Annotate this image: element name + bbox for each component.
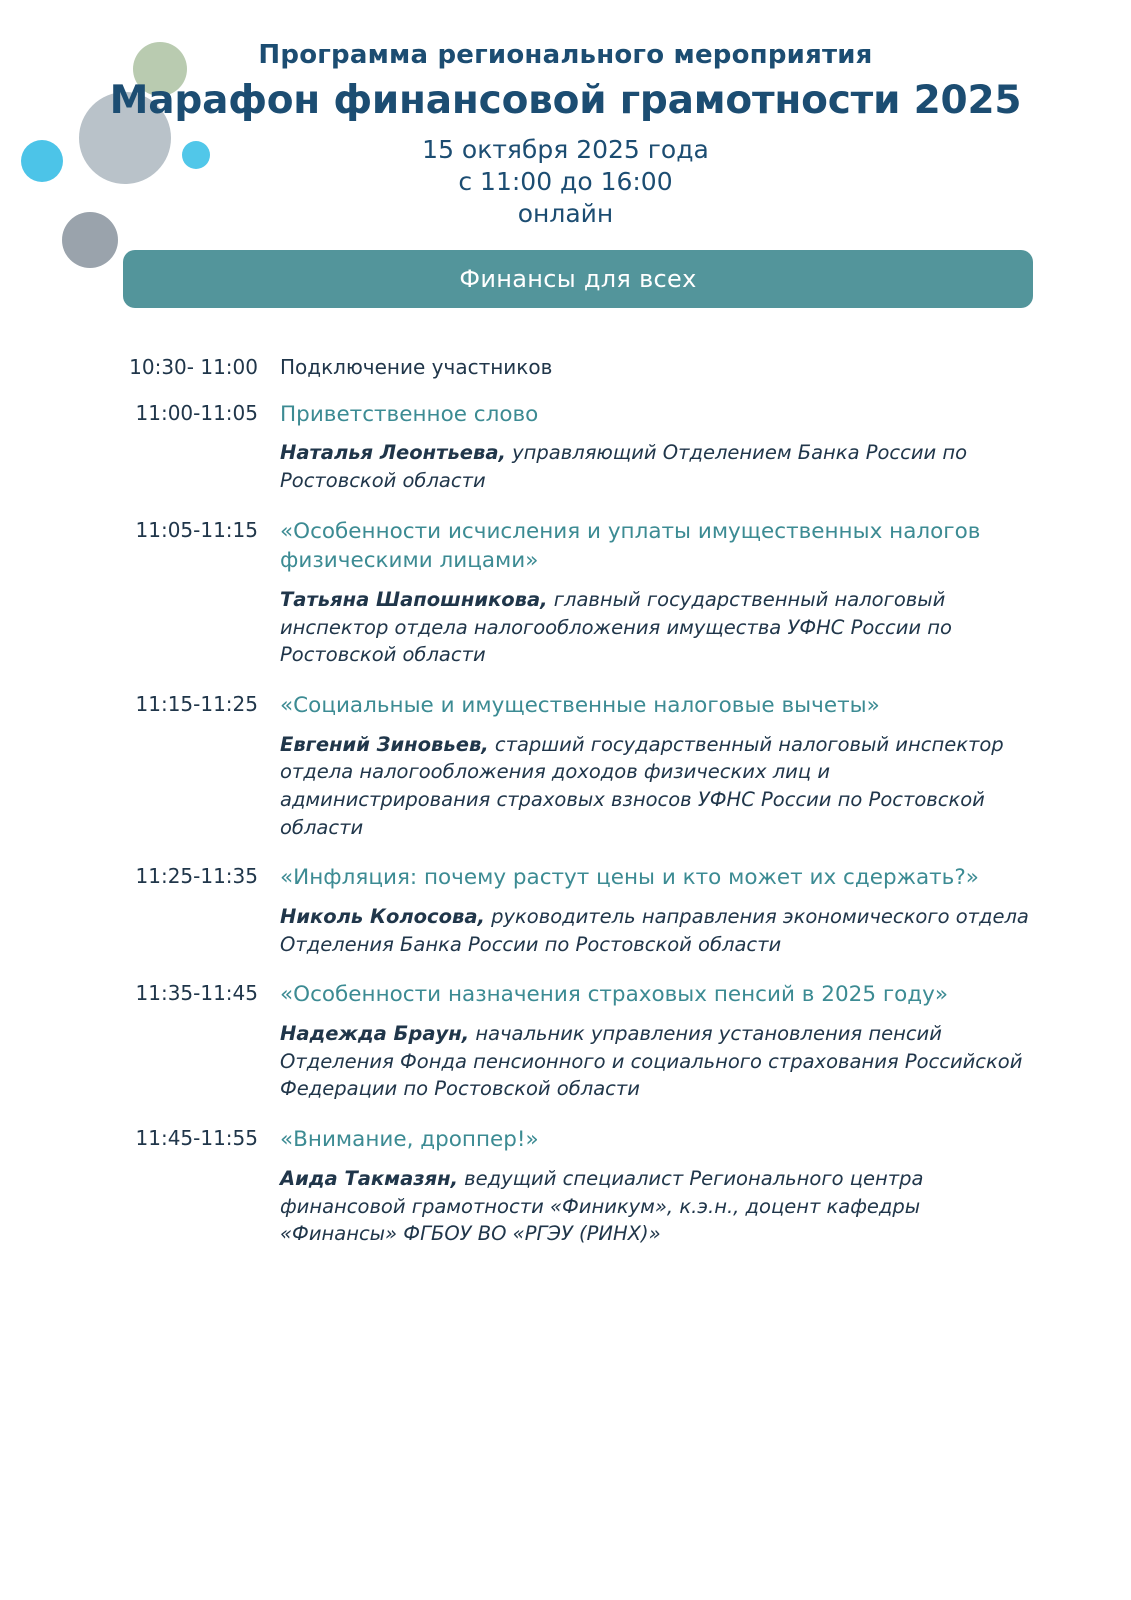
agenda-row-speaker — [280, 586, 1041, 669]
agenda-row-time: 11:00-11:05 — [135, 400, 258, 425]
agenda-row-body — [280, 691, 1041, 841]
agenda-list — [0, 354, 1131, 1248]
speaker-name: Аида Такмазян, — [280, 1166, 458, 1190]
agenda-row-speaker — [280, 731, 1041, 842]
speaker-description: начальник управления установления пенсий Отделения Фонда пенсионного и социального страхования Российской Федерации по Ростовской области — [280, 1022, 1023, 1101]
agenda-row-topic: «Социальные и имущественные налоговые вычеты» — [280, 693, 880, 718]
speaker-name: Надежда Браун, — [280, 1022, 470, 1046]
agenda-row-body — [280, 863, 1041, 958]
agenda-row — [120, 354, 1041, 382]
agenda-row — [120, 980, 1041, 1103]
agenda-row-speaker — [280, 1020, 1041, 1103]
agenda-row-topic: «Особенности исчисления и уплаты имущественных налогов физическими лицами» — [280, 518, 981, 574]
agenda-row — [120, 400, 1041, 495]
section-banner — [123, 250, 1033, 308]
section-banner-label: Финансы для всех — [459, 265, 697, 293]
agenda-row-topic: «Инфляция: почему растут цены и кто может их сдержать?» — [280, 865, 979, 891]
speaker-name: Николь Колосова, — [280, 905, 485, 929]
speaker-name: Евгений Зиновьев, — [280, 732, 489, 756]
agenda-row-body — [280, 1125, 1041, 1248]
agenda-row-body — [280, 980, 1041, 1103]
event-format: онлайн — [517, 199, 614, 228]
page-title: Марафон финансовой грамотности 2025 — [109, 78, 1022, 123]
agenda-row-body — [280, 517, 1041, 669]
document-header — [0, 0, 1131, 228]
agenda-row-topic: «Внимание, дроппер!» — [280, 1127, 539, 1153]
agenda-row — [120, 863, 1041, 958]
event-date: 15 октября 2025 года — [422, 135, 709, 164]
agenda-row-speaker — [280, 439, 1041, 494]
agenda-row-time: 11:15-11:25 — [135, 692, 258, 716]
speaker-description: старший государственный налоговый инспектор отдела налогообложения доходов физических лиц и администрирования страховых взносов УФНС России по Ростовской области — [280, 732, 1004, 839]
agenda-row-time: 11:05-11:15 — [135, 517, 258, 542]
speaker-description: ведущий специалист Регионального центра финансовой грамотности «Финикум», к.э.н., доцент кафедры «Финансы» ФГБОУ ВО «РГЭУ (РИНХ)» — [280, 1166, 924, 1246]
speaker-description: управляющий Отделением Банка России по Ростовской области — [280, 441, 968, 492]
agenda-row-topic: «Особенности назначения страховых пенсий в 2025 году» — [280, 982, 949, 1008]
agenda-row — [120, 517, 1041, 669]
agenda-row — [120, 1125, 1041, 1248]
event-time: с 11:00 до 16:00 — [458, 167, 673, 196]
speaker-description: главный государственный налоговый инспектор отдела налогообложения имущества УФНС России по Ростовской области — [280, 587, 952, 667]
agenda-row-time: 11:35-11:45 — [135, 981, 258, 1006]
agenda-row-speaker — [280, 1165, 1041, 1248]
program-subtitle: Программа регионального мероприятия — [258, 40, 873, 70]
agenda-row-time: 11:25-11:35 — [135, 864, 258, 889]
agenda-row-topic: Приветственное слово — [280, 401, 539, 427]
agenda-row-body — [280, 354, 1041, 382]
agenda-row-time: 10:30- 11:00 — [129, 355, 258, 379]
speaker-name: Татьяна Шапошникова, — [280, 587, 548, 611]
agenda-row — [120, 691, 1041, 841]
agenda-row-body — [280, 400, 1041, 495]
speaker-name: Наталья Леонтьева, — [280, 441, 506, 465]
agenda-row-topic: Подключение участников — [280, 355, 553, 379]
speaker-description: руководитель направления экономического отдела Отделения Банка России по Ростовской области — [280, 905, 1029, 956]
agenda-row-time: 11:45-11:55 — [135, 1126, 258, 1151]
agenda-row-speaker — [280, 903, 1041, 958]
